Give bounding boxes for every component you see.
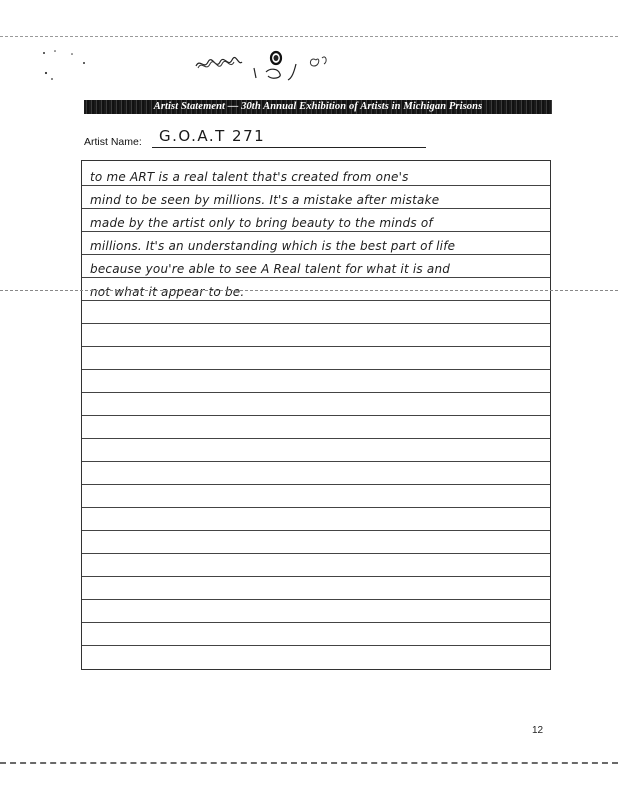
ruled-line bbox=[82, 208, 550, 209]
ruled-line bbox=[82, 553, 550, 554]
ruled-line bbox=[82, 576, 550, 577]
artist-statement-banner: Artist Statement — 30th Annual Exhibition of Artists in Michigan Prisons bbox=[84, 100, 552, 114]
ruled-line bbox=[82, 599, 550, 600]
statement-line: millions. It's an understanding which is the best part of life bbox=[90, 239, 456, 253]
ruled-line bbox=[82, 645, 550, 646]
artist-name-row bbox=[84, 128, 354, 150]
ruled-line bbox=[82, 185, 550, 186]
ruled-line bbox=[82, 438, 550, 439]
statement-lined-area bbox=[81, 160, 551, 670]
statement-line: not what it appear to be. bbox=[90, 285, 245, 299]
ruled-line bbox=[82, 484, 550, 485]
ruled-line bbox=[82, 254, 550, 255]
page-number: 12 bbox=[532, 725, 544, 736]
scan-artifact-middle bbox=[0, 290, 618, 291]
ruled-line bbox=[82, 392, 550, 393]
scan-artifact-top bbox=[0, 36, 618, 37]
stray-pen-marks bbox=[188, 44, 358, 84]
statement-line: made by the artist only to bring beauty to the minds of bbox=[90, 216, 433, 230]
ruled-line bbox=[82, 507, 550, 508]
ruled-line bbox=[82, 369, 550, 370]
artist-name-underline bbox=[152, 147, 426, 148]
ruled-line bbox=[82, 530, 550, 531]
ruled-line bbox=[82, 231, 550, 232]
ruled-line bbox=[82, 277, 550, 278]
ruled-line bbox=[82, 300, 550, 301]
artist-name-value: G.O.A.T 271 bbox=[159, 127, 266, 145]
ruled-line bbox=[82, 622, 550, 623]
artist-name-label: Artist Name: bbox=[84, 136, 142, 148]
ruled-line bbox=[82, 415, 550, 416]
ruled-line bbox=[82, 323, 550, 324]
ruled-line bbox=[82, 461, 550, 462]
statement-line: mind to be seen by millions. It's a mistake after mistake bbox=[90, 193, 440, 207]
scan-artifact-bottom bbox=[0, 762, 618, 764]
statement-line: because you're able to see A Real talent for what it is and bbox=[90, 262, 451, 276]
ruled-line bbox=[82, 346, 550, 347]
scan-specks bbox=[40, 45, 100, 85]
statement-line: to me ART is a real talent that's created from one's bbox=[90, 170, 409, 184]
